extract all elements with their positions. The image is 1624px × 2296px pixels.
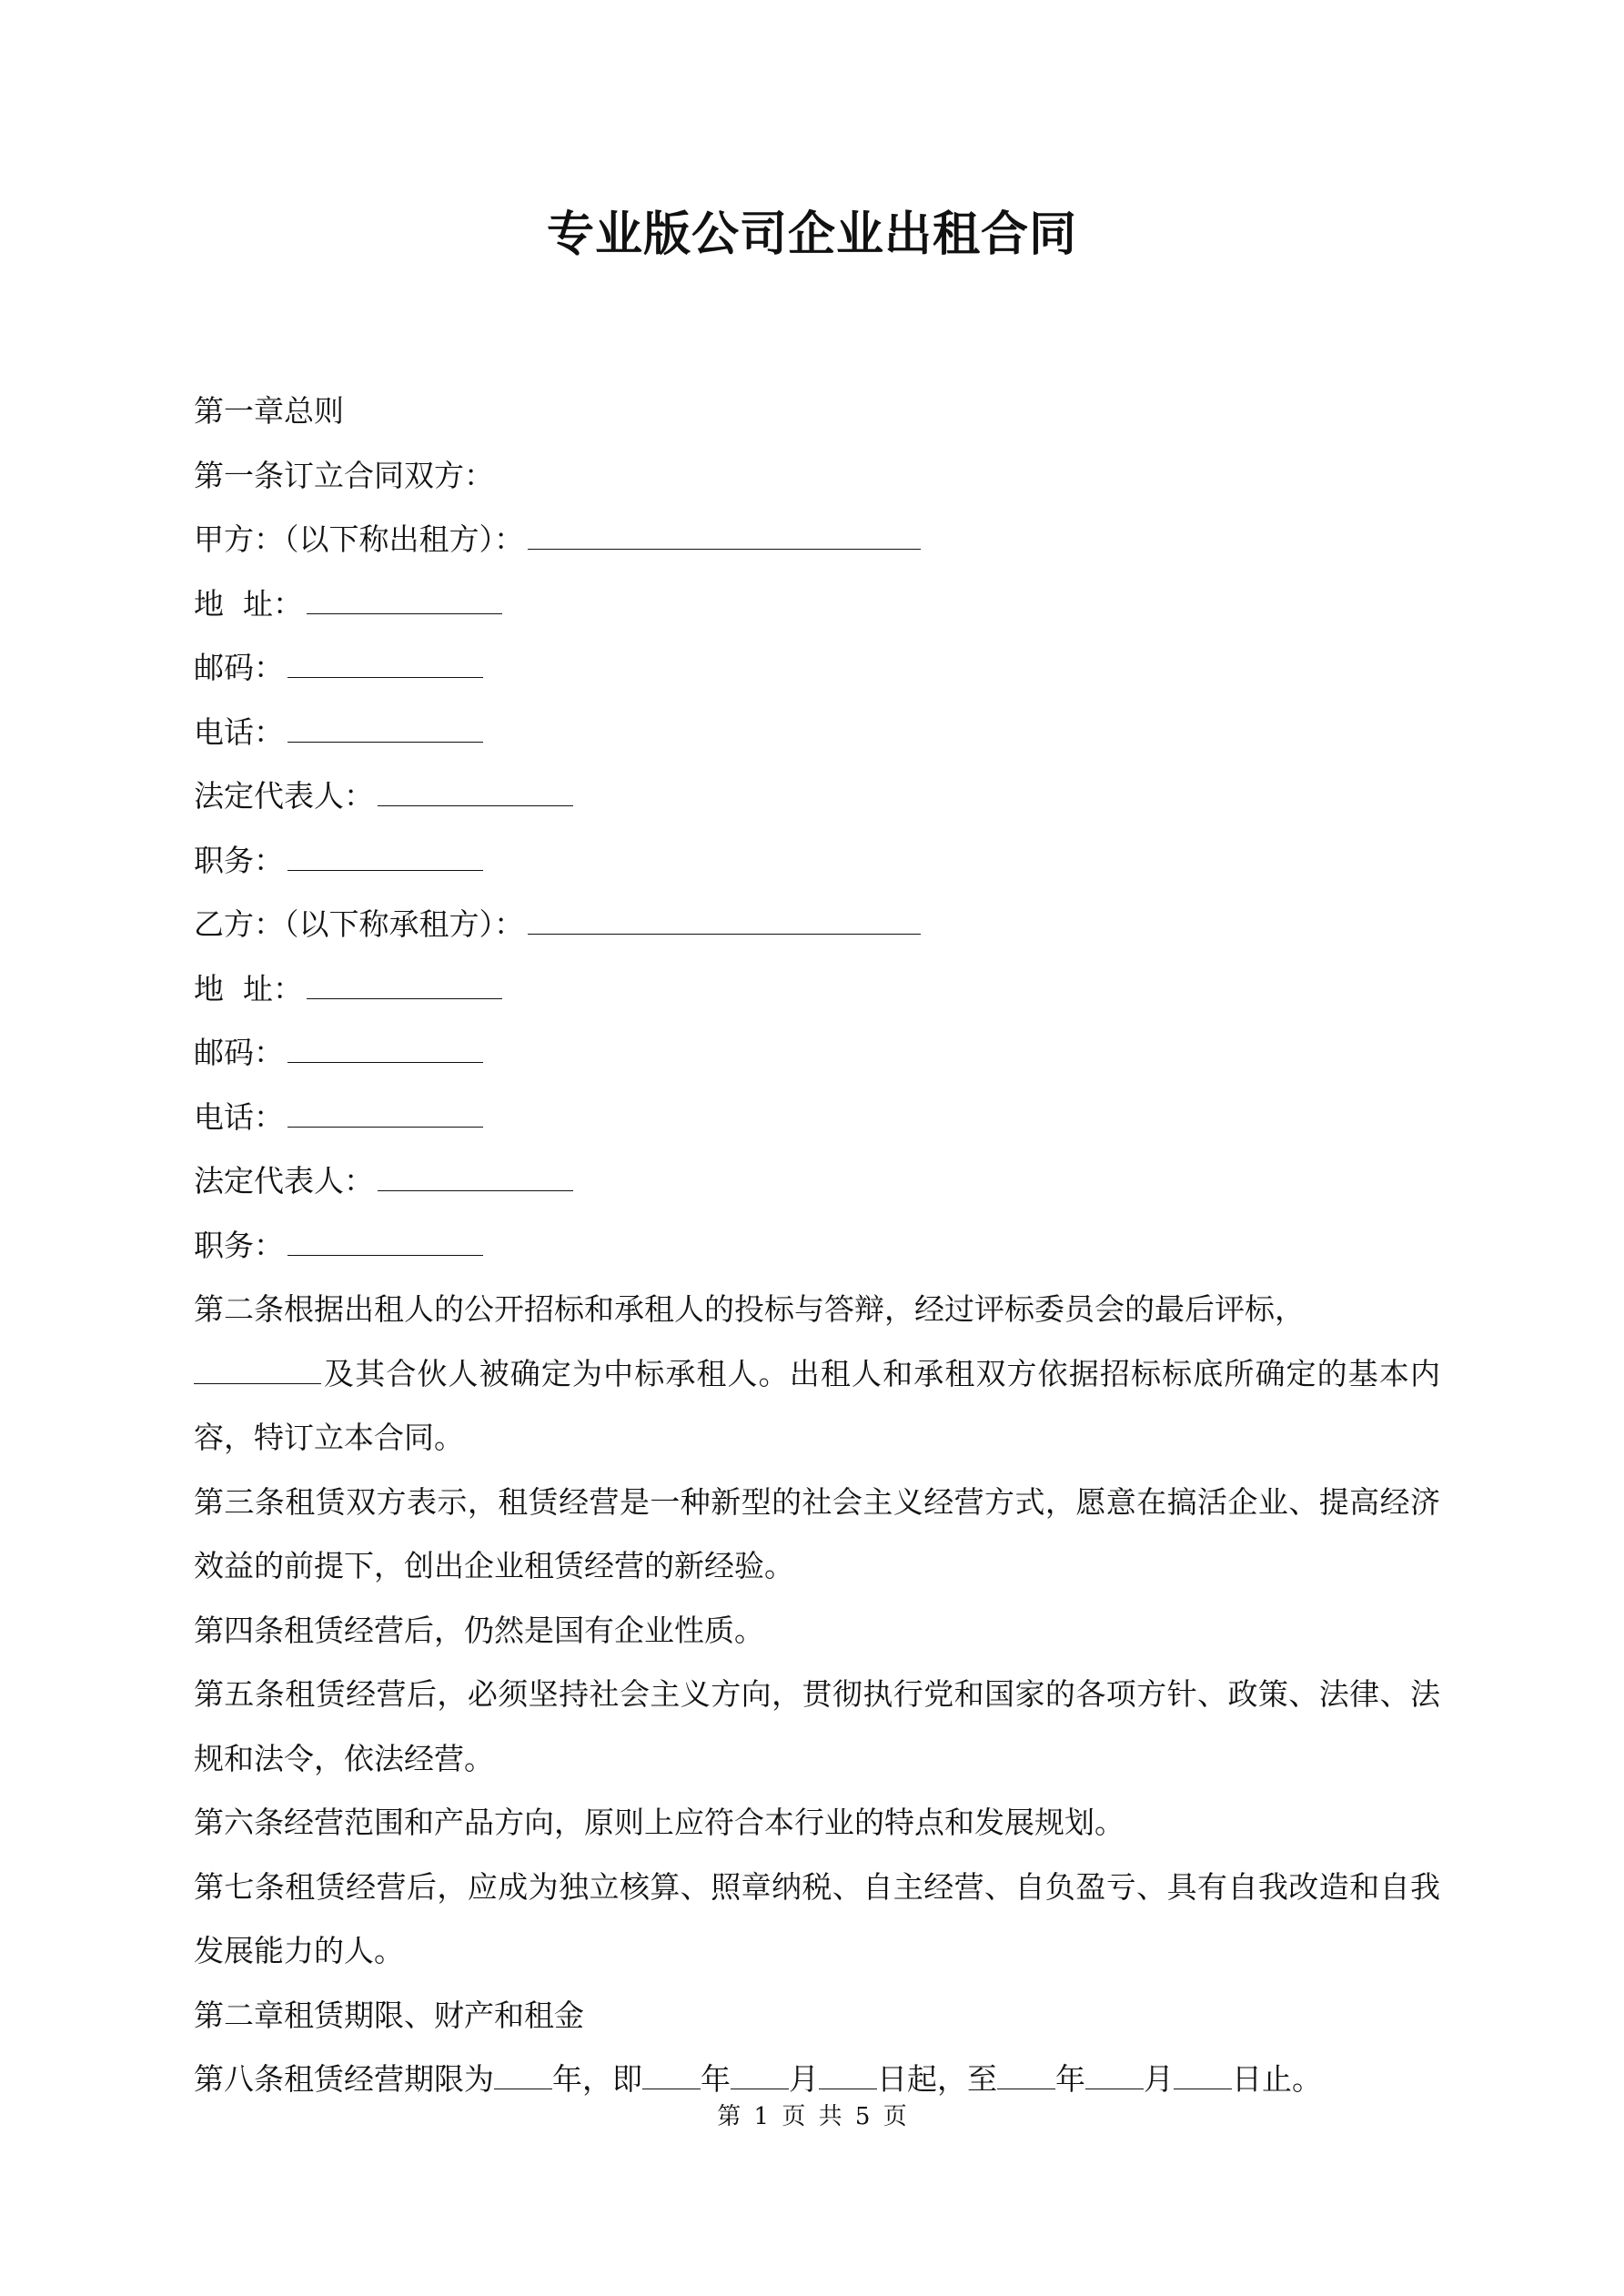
article-1: 第一条订立合同双方：: [194, 457, 494, 493]
party-b-address-label: 地 址：: [194, 970, 303, 1006]
party-b-title-line: [194, 1214, 1440, 1279]
party-b-address-blank: [307, 971, 502, 999]
party-a-postcode-line: [194, 636, 1440, 701]
article-3: 第三条租赁双方表示，租赁经营是一种新型的社会主义经营方式，愿意在搞活企业、提高经济效益的前提下，创出企业租赁经营的新经验。: [194, 1483, 1440, 1583]
party-a-address-line: [194, 572, 1440, 637]
article-8-end-day-blank: [1174, 2061, 1232, 2089]
party-a-phone-blank: [287, 714, 483, 743]
party-a-rep-label: 法定代表人：: [194, 778, 374, 814]
article-2-part1: 第二条根据出租人的公开招标和承租人的投标与答辩，经过评标委员会的最后评标，: [194, 1291, 1305, 1327]
article-8-text-a: 第八条租赁经营期限为: [194, 2061, 494, 2097]
party-a-postcode-label: 邮码：: [194, 650, 284, 685]
party-b-address-line: [194, 957, 1440, 1022]
party-a-title-line: [194, 829, 1440, 894]
party-a-title-blank: [287, 843, 483, 871]
party-b-rep-label: 法定代表人：: [194, 1163, 374, 1199]
article-8-end-year-blank: [997, 2061, 1055, 2089]
article-2: [194, 1278, 1440, 1471]
document-body: [194, 379, 1440, 2112]
party-b-rep-blank: [378, 1163, 573, 1191]
article-7: 第七条租赁经营后，应成为独立核算、照章纳税、自主经营、自负盈亏、具有自我改造和自我发展能力的人。: [194, 1868, 1440, 1968]
party-b-postcode-line: [194, 1021, 1440, 1086]
party-a-phone-label: 电话：: [194, 713, 284, 750]
article-4: 第四条租赁经营后，仍然是国有企业性质。: [194, 1612, 764, 1648]
article-8-start-year-blank: [642, 2061, 701, 2089]
party-b-phone-line: [194, 1086, 1440, 1150]
party-a-rep-line: [194, 764, 1440, 829]
article-8-text-e: 日起，至: [877, 2061, 997, 2097]
chapter-2-heading: 第二章租赁期限、财产和租金: [194, 1997, 584, 2033]
party-a-rep-blank: [378, 778, 573, 806]
party-b-title-label: 职务：: [194, 1227, 284, 1263]
party-b-title-blank: [287, 1228, 483, 1256]
article-8-years-blank: [494, 2061, 552, 2089]
party-b-label: 乙方：（以下称承租方）：: [194, 906, 524, 942]
party-a-line: [194, 508, 1440, 572]
party-a-address-blank: [307, 586, 502, 614]
chapter-heading: 第一章总则: [194, 393, 344, 429]
party-a-postcode-blank: [287, 650, 483, 678]
party-b-line: [194, 893, 1440, 957]
article-8-start-day-blank: [819, 2061, 877, 2089]
article-2-blank: [194, 1356, 321, 1384]
article-5: 第五条租赁经营后，必须坚持社会主义方向，贯彻执行党和国家的各项方针、政策、法律、法规和法令，依法经营。: [194, 1676, 1440, 1776]
article-8-text-g: 月: [1144, 2061, 1174, 2097]
party-b-phone-blank: [287, 1099, 483, 1128]
document-title: 专业版公司企业出租合同: [546, 207, 1077, 262]
article-8-text-f: 年: [1055, 2061, 1085, 2097]
article-8-end-month-blank: [1085, 2061, 1144, 2089]
party-a-blank: [528, 521, 921, 550]
article-2-part2: 及其合伙人被确定为中标承租人。出租人和承租双方依据招标标底所确定的基本内容，特订立本合同。: [194, 1355, 1440, 1455]
party-b-postcode-blank: [287, 1035, 483, 1063]
party-a-label: 甲方：（以下称出租方）：: [194, 521, 524, 557]
page-footer: 第 1 页 共 5 页: [717, 2103, 907, 2130]
article-6: 第六条经营范围和产品方向，原则上应符合本行业的特点和发展规划。: [194, 1805, 1125, 1840]
party-a-title-label: 职务：: [194, 842, 284, 878]
article-8-start-month-blank: [731, 2061, 789, 2089]
party-b-phone-label: 电话：: [194, 1098, 284, 1135]
party-b-postcode-label: 邮码：: [194, 1035, 284, 1070]
article-8-text-b: 年，即: [552, 2061, 642, 2097]
party-a-address-label: 地 址：: [194, 585, 303, 622]
article-8-text-h: 日止。: [1232, 2061, 1322, 2097]
party-a-phone-line: [194, 701, 1440, 765]
party-b-blank: [528, 906, 921, 935]
article-8-text-d: 月: [789, 2061, 819, 2097]
article-8-text-c: 年: [701, 2061, 731, 2097]
party-b-rep-line: [194, 1149, 1440, 1214]
